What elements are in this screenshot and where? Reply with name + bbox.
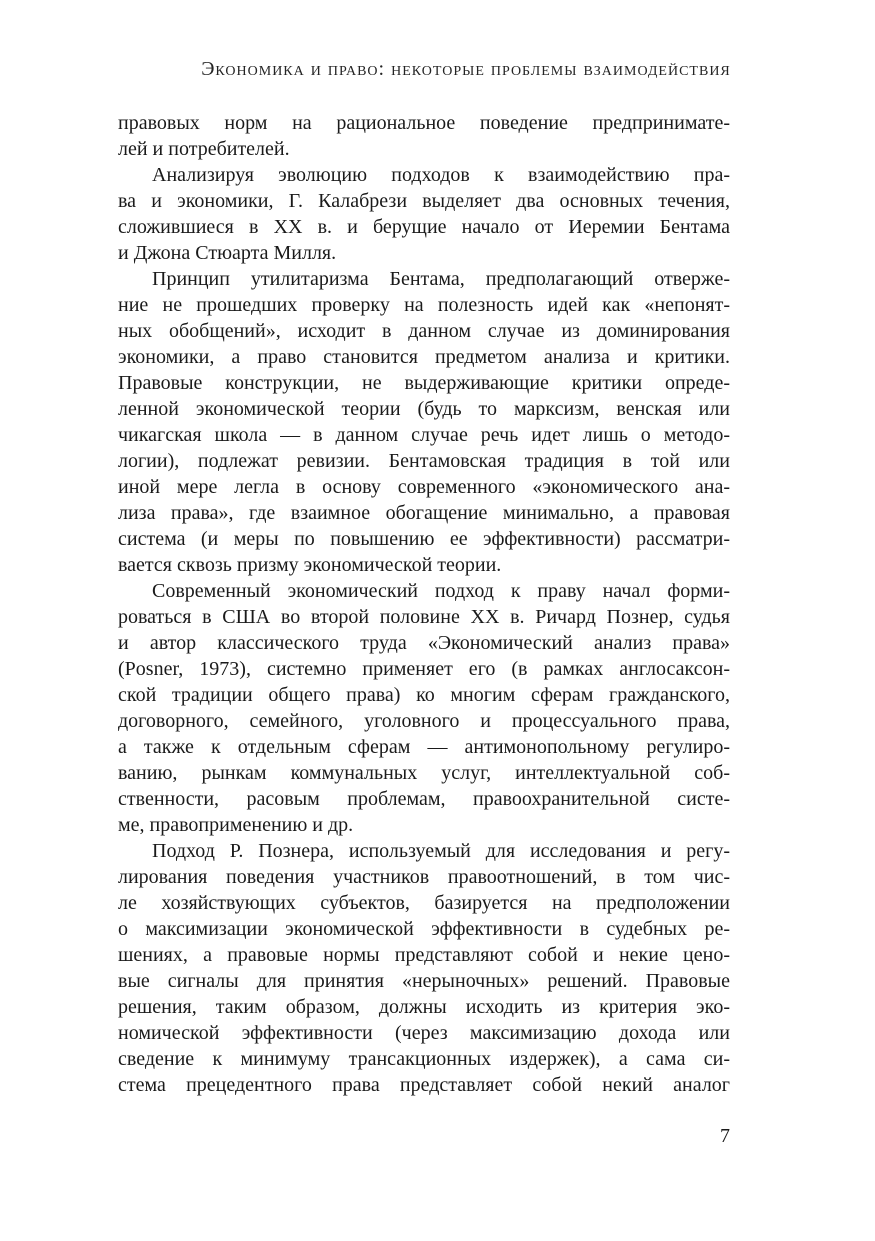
text-line: ва и экономики, Г. Калабрези выделяет два основных течения, (118, 190, 730, 212)
text-line: Принцип утилитаризма Бентама, предполагающий отверже- (152, 268, 730, 290)
text-line: экономики, а право становится предметом анализа и критики. (118, 346, 730, 368)
text-line: ванию, рынкам коммунальных услуг, интеллектуальной соб- (118, 762, 730, 784)
running-head-text: Экономика и право: некоторые проблемы взаимодействия (201, 58, 731, 80)
text-line: (Posner, 1973), системно применяет его (в рамках англосаксон- (118, 658, 730, 680)
text-line: шениях, а правовые нормы представляют собой и некие цено- (118, 944, 730, 966)
text-line: ской традиции общего права) ко многим сферам гражданского, (118, 684, 730, 706)
paragraph (118, 838, 730, 1098)
paragraph (118, 266, 730, 578)
text-line: лиза права», где взаимное обогащение минимально, а правовая (118, 502, 730, 524)
text-line: Подход Р. Познера, используемый для исследования и регу- (152, 840, 730, 862)
text-line: ственности, расовым проблемам, правоохранительной систе- (118, 788, 730, 810)
text-line: ленной экономической теории (будь то марксизм, венская или (118, 398, 730, 420)
text-line: а также к отдельным сферам — антимонопольному регулиро- (118, 736, 730, 758)
text-line: стема прецедентного права представляет собой некий аналог (118, 1074, 730, 1096)
text-line: Современный экономический подход к праву начал форми- (152, 580, 730, 602)
paragraph (118, 162, 730, 266)
running-head (201, 56, 731, 82)
text-line: вые сигналы для принятия «нерыночных» решений. Правовые (118, 970, 730, 992)
paragraph (118, 110, 730, 162)
text-line: лей и потребителей. (118, 138, 290, 160)
page-number: 7 (720, 1125, 730, 1147)
text-line: сведение к минимуму трансакционных издержек), а сама си- (118, 1048, 730, 1070)
text-line: решения, таким образом, должны исходить из критерия эко- (118, 996, 730, 1018)
body-text (118, 110, 730, 1098)
text-line: правовых норм на рациональное поведение предпринимате- (118, 112, 730, 134)
text-line: ных обобщений», исходит в данном случае из доминирования (118, 320, 730, 342)
text-line: лирования поведения участников правоотношений, в том чис- (118, 866, 730, 888)
text-line: и автор классического труда «Экономический анализ права» (118, 632, 730, 654)
text-line: вается сквозь призму экономической теории. (118, 554, 502, 576)
text-line: ние не прошедших проверку на полезность идей как «непонят- (118, 294, 730, 316)
text-line: договорного, семейного, уголовного и процессуального права, (118, 710, 730, 732)
text-line: логии), подлежат ревизии. Бентамовская традиция в той или (118, 450, 730, 472)
text-line: и Джона Стюарта Милля. (118, 242, 337, 264)
text-line: номической эффективности (через максимизацию дохода или (118, 1022, 730, 1044)
text-line: система (и меры по повышению ее эффективности) рассматри- (118, 528, 730, 550)
text-line: роваться в США во второй половине XX в. Ричард Познер, судья (118, 606, 730, 628)
text-line: Правовые конструкции, не выдерживающие критики опреде- (118, 372, 730, 394)
text-line: сложившиеся в XX в. и берущие начало от Иеремии Бентама (118, 216, 730, 238)
text-line: чикагская школа — в данном случае речь идет лишь о методо- (118, 424, 730, 446)
text-line: ле хозяйствующих субъектов, базируется на предположении (118, 892, 730, 914)
text-line: о максимизации экономической эффективности в судебных ре- (118, 918, 730, 940)
text-line: ме, правоприменению и др. (118, 814, 354, 836)
paragraph (118, 578, 730, 838)
text-line: Анализируя эволюцию подходов к взаимодействию пра- (152, 164, 730, 186)
text-line: иной мере легла в основу современного «экономического ана- (118, 476, 730, 498)
